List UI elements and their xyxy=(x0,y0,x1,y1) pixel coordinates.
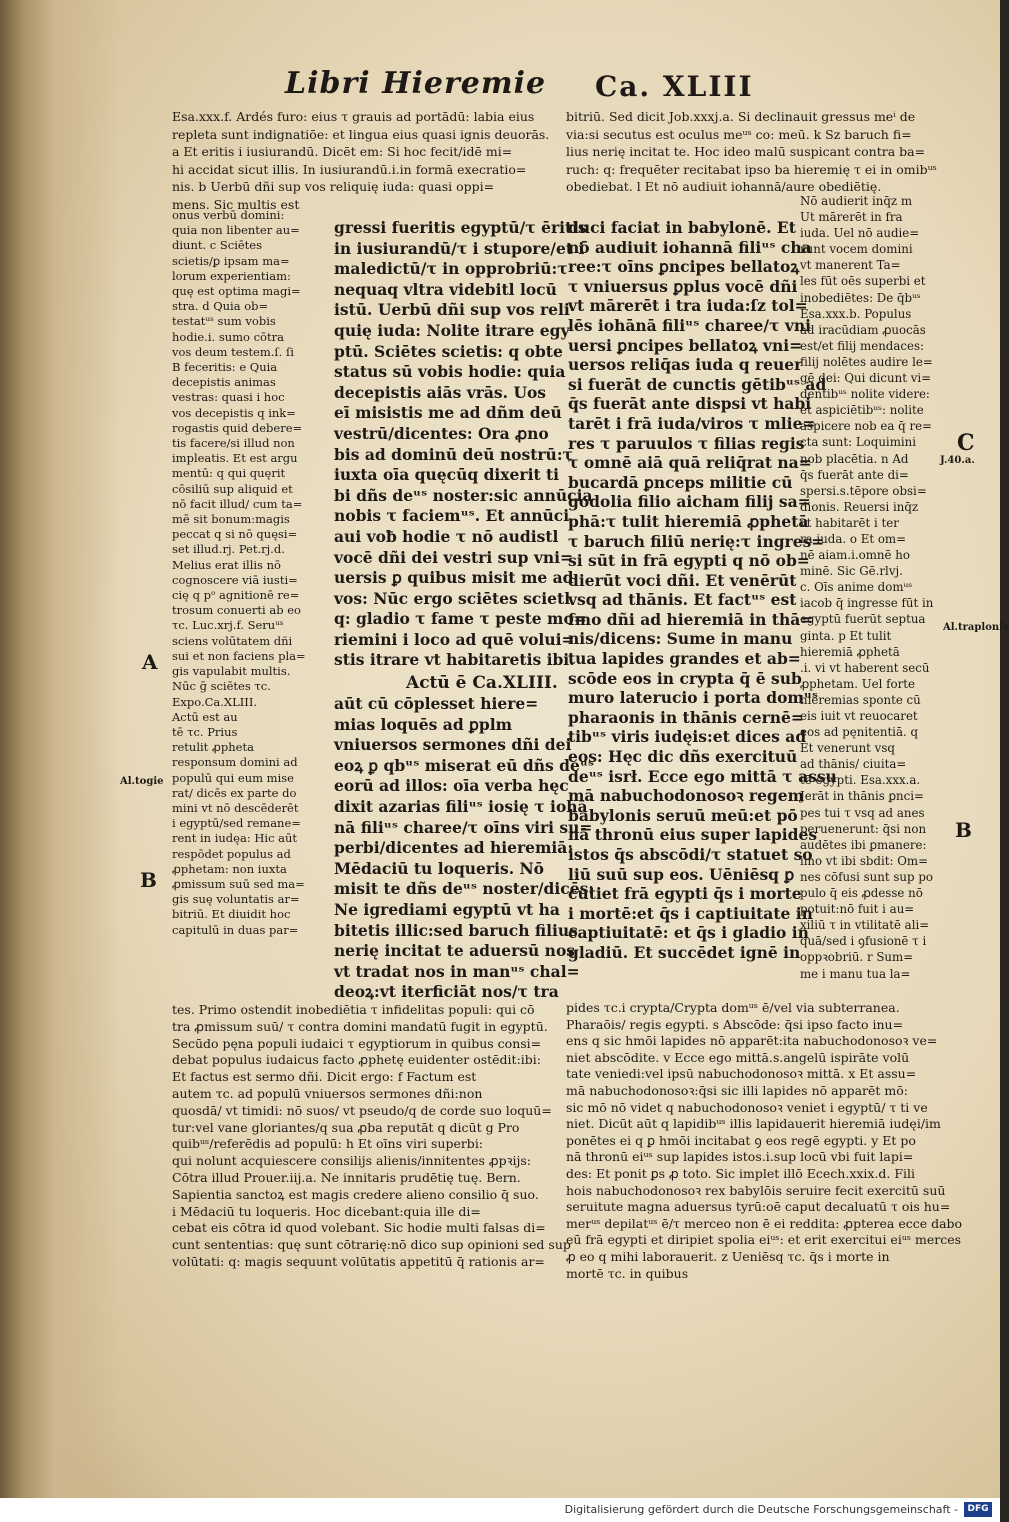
text-line: set illud.rj. Pet.rj.d. xyxy=(172,542,285,557)
footer-credit: Digitalisierung gefördert durch die Deutsche Forschungsgemeinschaft - xyxy=(564,1503,958,1516)
text-line: scōde eos in crypta q̄ ē sub xyxy=(568,668,802,688)
text-line: ad iracūdiam ꝓuocās xyxy=(800,322,926,337)
text-line: lorum experientiam: xyxy=(172,268,291,283)
text-line: τ baruch filiū nerię:τ ingres= xyxy=(568,531,825,551)
text-line: stra. d Quia ob= xyxy=(172,299,269,314)
text-line: tarēt i frā iuda/viros τ mlie= xyxy=(568,413,816,433)
text-line: autem τc. ad populū vniuersos sermones dñi:non xyxy=(172,1085,483,1101)
text-line: gis suę voluntatis ar= xyxy=(172,892,300,907)
text-line: cunt sententias: quę sunt cōtrarię:nō dico sup opinioni sed sup xyxy=(172,1237,571,1253)
text-line: nō audiuit iohannā filiᵘˢ cha xyxy=(568,237,812,257)
text-line: res τ paruulos τ filias regis xyxy=(568,433,805,453)
text-line: dentibᵘˢ nolite videre: xyxy=(800,387,930,402)
text-line: iuda. Uel nō audie= xyxy=(800,226,920,241)
text-line: gis vapulabit multis. xyxy=(172,664,291,679)
text-line: pides τc.i crypta/Crypta domᵘˢ ē/vel via subterranea. xyxy=(566,1000,900,1015)
text-line: Esa.xxx.b. Populus xyxy=(800,306,912,321)
text-line: cebat eis cōtra id quod volebant. Sic hodie multi falsas di= xyxy=(172,1220,546,1236)
text-line: vos decepistis q ink= xyxy=(172,405,296,420)
text-line: B feceritis: e Quia xyxy=(172,360,278,375)
text-line: mā nabuchodonosoꝛ regem xyxy=(568,786,805,806)
text-line: bitriū. Sed dicit Job.xxxj.a. Si declinauit gressus meⁱ de xyxy=(566,109,916,124)
text-line: hieremias sponte cū xyxy=(800,692,921,707)
text-line: mias loquēs ad ꝑplm xyxy=(334,714,513,734)
text-line: vt mārerēt i tra iuda:ſz tol= xyxy=(568,296,808,316)
text-line: i egyptū/sed remane= xyxy=(172,816,301,831)
text-line: est/et filij mendaces: xyxy=(800,338,925,353)
text-line: mē sit bonum:magis xyxy=(172,512,290,527)
text-line: rogastis quid debere= xyxy=(172,420,303,435)
text-line: deᵘˢ isrł. Ecce ego mittā τ assu xyxy=(568,766,837,786)
text-line: maledictū/τ in opprobriū:τ xyxy=(334,259,568,279)
text-line: scietis/ꝑ ipsam ma= xyxy=(172,253,290,268)
text-line: muro laterucio i porta domᵘˢ xyxy=(568,688,818,708)
text-line: mini vt nō descēderēt xyxy=(172,800,299,815)
bottom-left-gloss xyxy=(172,1002,571,1271)
text-line: qui nolunt acquiescere consilijs alienis/innitentes ꝓpꝛijs: xyxy=(172,1153,532,1169)
text-line: Nō audierit inq̄z m xyxy=(800,194,913,208)
text-line: in iusiurandū/τ i stupore/et i xyxy=(334,238,585,258)
text-line: babylonis seruū meū:et pō xyxy=(568,805,798,825)
text-line: decepistis aiās vrās. Uos xyxy=(334,382,547,402)
text-line: Actū est au xyxy=(172,709,238,724)
text-line: quosdā/ vt timidi: nō suos/ vt pseudo/q de corde suo loquū= xyxy=(172,1102,552,1118)
text-line: quę est optima magi= xyxy=(172,284,301,299)
text-line: ꝓmissum suū sed ma= xyxy=(172,876,305,891)
text-line: ptū. Sciētes scietis: q obte xyxy=(334,341,563,361)
bottom-right-gloss xyxy=(566,1000,963,1282)
text-line: bitetis illic:sed baruch filius xyxy=(334,920,578,940)
text-line: respōdet populus ad xyxy=(172,846,291,861)
text-line: me i manu tua la= xyxy=(800,966,911,981)
text-line: Melius erat illis nō xyxy=(172,557,281,572)
text-line: minē. Sic Gē.rlvj. xyxy=(800,564,903,579)
text-line: hieremiā ꝓphetā xyxy=(800,644,900,659)
text-line: quia non libenter au= xyxy=(172,223,300,238)
text-line: dierūt voci dñi. Et venērūt xyxy=(568,570,797,590)
text-line: audētes ibi ꝑmanere: xyxy=(800,837,927,852)
text-line: liū suū sup eos. Uēniēsq ꝑ xyxy=(568,864,795,884)
text-line: captiuitatē: et q̄s i gladio in xyxy=(568,923,809,943)
text-line: retulit ꝓpheta xyxy=(172,740,254,755)
text-line: repleta sunt indignatiōe: et lingua eius quasi ignis deuorās. xyxy=(172,126,550,142)
text-line: debat populus iudaicus facto ꝓphetę euidenter ostēdit:ibi: xyxy=(172,1052,542,1068)
margin-marker-b-left: B xyxy=(140,868,157,892)
text-line: ree:τ oīns ꝑncipes bellatoꝝ xyxy=(568,257,800,277)
text-line: nob placētia. n Ad xyxy=(800,451,909,466)
text-line: responsum domini ad xyxy=(172,755,298,770)
text-line: quię iuda: Nolite itrare egy xyxy=(334,320,570,340)
text-line: iacob q̄ ingresse fūt in xyxy=(800,596,934,611)
text-line: nes cōfusi sunt sup po xyxy=(800,869,933,884)
margin-alt-left: Al.togie xyxy=(120,776,164,787)
text-line: quibᵘˢ/referēdis ad populū: h Et oīns viri superbi: xyxy=(172,1136,484,1152)
text-line: Ut mārerēt in fra xyxy=(800,210,903,225)
text-line: ꝓ eo q mihi laborauerit. z Ueniēsq τc. q̄s i morte in xyxy=(566,1248,890,1264)
text-line: sic mō nō videt q nabuchodonosoꝛ veniet i egyptū/ τ ti ve xyxy=(566,1099,928,1115)
text-line: mentū: q qui quęrit xyxy=(172,466,286,481)
running-title: Libri Hieremie xyxy=(285,66,547,101)
text-line: deoꝝ:vt iterficiāt nos/τ tra xyxy=(334,982,559,1002)
text-line: nē aiam.i.omnē ho xyxy=(800,548,910,563)
text-line: decepistis animas xyxy=(172,375,276,390)
text-line: capitulū in duas par= xyxy=(172,922,299,937)
text-line: tate veniedi:vel ipsū nabuchodonosoꝛ mittā. x Et assu= xyxy=(566,1066,917,1082)
book-gutter-shadow xyxy=(0,0,120,1498)
text-line: inobediētes: De q̄bᵘˢ xyxy=(800,290,921,305)
text-line: eorū ad illos: oīa verba hęc xyxy=(334,776,569,796)
text-line: duci faciat in babylonē. Et xyxy=(568,218,796,237)
text-line: si sūt in frā egypti q nō ob= xyxy=(568,551,810,571)
text-line: τc. Luc.xrj.f. Seruᵘˢ xyxy=(172,618,284,633)
text-line: uersos reliq̄as iuda q reuer xyxy=(568,355,803,375)
text-line: diunt. c Sciētes xyxy=(172,238,263,253)
text-line: Expo.Ca.XLIII. xyxy=(172,694,258,709)
text-line: populū qui eum mise xyxy=(172,770,294,785)
text-line: vos: Nūc ergo sciētes scietl xyxy=(334,588,571,608)
text-line: onus verbū domini: xyxy=(172,208,285,222)
margin-ref-c: J.40.a. xyxy=(940,455,975,466)
text-line: mā nabuchodonosoꝛ:q̄si sic illi lapides nō apparēt mō: xyxy=(566,1082,908,1098)
text-line: Nūc ḡ sciētes τc. xyxy=(172,679,271,694)
text-line: si fuerāt de cunctis gētibᵘˢ ad xyxy=(568,374,827,394)
text-line: tes. Primo ostendit inobediētia τ infidelitas populi: qui cō xyxy=(172,1002,535,1017)
margin-alt-right: Al.traplonis xyxy=(943,622,1009,633)
text-line: via:si secutus est oculus meᵘˢ co: meū. k Sz baruch fi= xyxy=(566,126,912,142)
text-line: ꝓphetam: non iuxta xyxy=(172,861,287,876)
text-line: eoꝝ ꝑ qbᵘˢ miserat eū dñs deᵘˢ xyxy=(334,755,595,775)
text-line: eī misistis me ad dñm deū xyxy=(334,403,562,423)
text-line: impleatis. Et est argu xyxy=(172,451,298,466)
text-line: bis ad dominū deū nostrū:τ xyxy=(334,444,573,464)
text-line: ponētes ei q ꝑ hmōi incitabat ꝯ eos regē egypti. y Et po xyxy=(566,1132,916,1148)
text-line: eos: Hęc dic dñs exercituū xyxy=(568,747,798,767)
text-line: eū frā egypti et diripiet spolia eiᵘˢ: et erit exercitui eiᵘˢ merces xyxy=(566,1232,962,1248)
text-line: filij nolētes audire le= xyxy=(800,354,933,369)
text-line: Sapientia sanctoꝝ est magis credere alieno consilio q̄ suo. xyxy=(172,1186,539,1202)
text-line: potuit:nō fuit i au= xyxy=(800,902,915,917)
text-line: nā thronū eiᵘˢ sup lapides istos.i.sup locū vbi fuit lapi= xyxy=(566,1149,914,1165)
text-line: vestras: quasi i hoc xyxy=(172,390,285,405)
text-line: vt manerent Ta= xyxy=(800,258,901,273)
text-line: tur:vel vane gloriantes/q sua ꝓba reputāt q dicūt g Pro xyxy=(172,1119,520,1135)
margin-marker-b-right: B xyxy=(955,818,972,842)
text-line: cutiet frā egypti q̄s i morte xyxy=(568,884,802,904)
text-line: rent in iudęa: Hic aūt xyxy=(172,831,298,846)
text-line: peruenerunt: q̄si non xyxy=(800,821,927,836)
text-line: lēs iohānā filiᵘˢ charee/τ vni xyxy=(568,315,812,335)
text-line: niet abscōdite. v Ecce ego mittā.s.angelū ispirāte volū xyxy=(566,1049,910,1065)
text-line: dixit azarias filiᵘˢ iosię τ iohā xyxy=(334,796,588,816)
text-line: aui voƀ hodie τ nō audistl xyxy=(334,526,559,546)
text-line: istos q̄s abscōdi/τ statuet so xyxy=(568,845,813,864)
text-line: vniuersos sermones dñi dei xyxy=(334,735,572,755)
text-line: dionis. Reuersi inq̄z xyxy=(800,499,919,514)
text-line: volūtati: q: magis sequunt volūtatis appetitū q̄ rationis ar= xyxy=(172,1253,545,1269)
text-line: misit te dñs deᵘˢ noster/dicēs: xyxy=(334,879,595,899)
text-line: trosum conuerti ab eo xyxy=(172,603,301,618)
text-line: merᵘˢ depilatᵘˢ ē/τ merceo non ē ei reddita: ꝓpterea ecce dabo xyxy=(566,1215,963,1231)
main-text-column-1 xyxy=(334,218,593,671)
text-line: status sū vobis hodie: quia xyxy=(334,362,566,382)
text-line: q: gladio τ fame τ peste mo= xyxy=(334,609,587,629)
text-line: gē dei: Qui dicunt vi= xyxy=(800,371,932,386)
text-line: niet. Dicūt aūt q lapidibᵘˢ illis lapidauerit hieremiā iudęi/im xyxy=(566,1116,941,1132)
text-line: .i. vi vt haberent secū xyxy=(800,660,930,675)
text-line: aūt cū cōplesset hiere= xyxy=(334,694,539,713)
text-line: mortē τc. in quibus xyxy=(566,1265,689,1281)
text-line: hi accidat sicut illis. In iusiurandū.i.in formā execratio= xyxy=(172,161,527,177)
text-line: obediebat. l Et nō audiuit iohannā/aure obediētię. xyxy=(566,179,882,194)
text-line: vos deum testem.ſ. ſi xyxy=(172,344,294,359)
text-line: Cōtra illud Prouer.iij.a. Ne innitaris prudētię tuę. Bern. xyxy=(172,1169,521,1185)
text-line: Mēdaciū tu loqueris. Nō xyxy=(334,858,544,878)
text-line: eis iuit vt reuocaret xyxy=(800,709,918,723)
text-line: bitriū. Et diuidit hoc xyxy=(172,907,291,922)
text-line: runt vocem domini xyxy=(800,242,913,257)
text-line: cōsiliū sup aliquid et xyxy=(172,481,293,496)
text-line: q̄s fuerāt ante di= xyxy=(800,467,909,482)
text-line: c. Oīs anime domᵘˢ xyxy=(800,580,913,595)
text-line: gladiū. Et succēdet ignē in xyxy=(568,942,801,962)
text-line: Esa.xxx.f. Ardés furo: eius τ grauis ad portādū: labia eius xyxy=(172,109,535,124)
text-line: ginta. p Et tulit xyxy=(800,628,892,643)
main-text-column-2 xyxy=(568,218,837,963)
text-line: imo vt ibi sbdit: Om= xyxy=(800,853,928,868)
text-line: tibᵘˢ viris iudęis:et dices ad xyxy=(568,727,807,747)
text-line: bucardā ꝑnceps militie cū xyxy=(568,472,793,492)
text-line: cta sunt: Loquimini xyxy=(800,435,917,450)
text-line: hois nabuchodonosoꝛ rex babylōis seruire fecit exercitū suū xyxy=(566,1182,946,1198)
text-line: vsq ad thānis. Et factᵘˢ est xyxy=(568,590,797,610)
text-line: nobis τ faciemᵘˢ. Et annūci xyxy=(334,506,570,526)
text-line: mens. Sic multis est xyxy=(172,196,300,212)
top-right-gloss xyxy=(566,108,938,196)
top-left-gloss xyxy=(172,108,552,213)
text-line: lius nerię incitat te. Hoc ideo malū suspicant contra ba= xyxy=(566,144,926,159)
text-line: tua lapides grandes et ab= xyxy=(568,649,801,669)
text-line: sciens volūtatem dñi xyxy=(172,633,293,648)
text-line: egyptū fuerūt septua xyxy=(800,612,926,627)
text-line: nā filiᵘˢ charee/τ oīns viri su= xyxy=(334,817,593,837)
text-line: uersis ꝑ quibus misit me ad xyxy=(334,568,574,588)
text-line: et aspiciētibᵘˢ: nolite xyxy=(800,403,924,418)
footer-bar xyxy=(0,1498,1000,1522)
running-chapter: Ca. XLIII xyxy=(595,70,754,103)
text-line: gressi fueritis egyptū/τ ēritis xyxy=(334,218,587,237)
text-line: eos ad pęnitentiā. q xyxy=(800,725,919,740)
text-line: uersi ꝑncipes bellatoꝝ vni= xyxy=(568,335,803,355)
text-line: i mortē:et q̄s i captiuitate in xyxy=(568,903,813,923)
text-line: τ omnē aiā quā reliq̄rat na= xyxy=(568,453,812,473)
text-line: cognoscere viā iusti= xyxy=(172,572,298,587)
text-line: cię q pᵒ agnitionē re= xyxy=(172,588,300,603)
text-line: tis facere/si illud non xyxy=(172,436,295,451)
dfg-logo: DFG xyxy=(964,1502,992,1517)
text-line: pes tui τ vsq ad anes xyxy=(800,805,925,820)
text-line: phā:τ tulit hieremiā ꝓphetā xyxy=(568,511,809,531)
text-line: Jerāt in thānis ꝑnci= xyxy=(800,789,924,804)
text-line: i Mēdaciū tu loqueris. Hoc dicebant:quia ille di= xyxy=(172,1203,481,1219)
text-line: ra iuda. o Et om= xyxy=(800,531,907,546)
text-line: seruitute magna aduersus tyrū:oē caput decaluatū τ ois hu= xyxy=(566,1199,951,1215)
text-line: fmo dñi ad hieremiā in thā= xyxy=(568,609,814,629)
text-line: riemini i loco ad quē volui= xyxy=(334,629,575,649)
text-line: xiliū τ in vtilitatē ali= xyxy=(800,918,930,933)
text-line: godolia filio aicham filij sa= xyxy=(568,492,811,512)
text-line: des: Et ponit ꝑs ꝓ toto. Sic implet illō Ecech.xxix.d. Fili xyxy=(566,1165,916,1181)
left-gloss-column xyxy=(172,208,312,938)
text-line: tra ꝓmissum suū/ τ contra domini mandatū fugit in egyptū. xyxy=(172,1018,548,1034)
margin-marker-c: C xyxy=(957,430,975,456)
text-line: iuxta oīa quęcūq dixerit ti xyxy=(334,465,560,485)
text-line: a Et eritis i iusiurandū. Dicēt em: Si hoc fecit/idē mi= xyxy=(172,144,513,159)
text-line: Pharaōis/ regis egypti. s Abscōde: q̄si ipso facto inu= xyxy=(566,1016,904,1032)
text-line: nis/dicens: Sume in manu xyxy=(568,629,793,649)
text-line: τ vniuersus ꝑplus vocē dñi xyxy=(568,276,798,296)
text-line: Et venerunt vsq xyxy=(800,741,895,756)
margin-marker-a: A xyxy=(142,650,158,674)
text-line: tē τc. Prius xyxy=(172,724,238,739)
text-line: peccat q si nō quęsi= xyxy=(172,527,298,542)
text-line: istū. Uerbū dñi sup vos reli xyxy=(334,300,570,320)
text-line: hodie.i. sumo cōtra xyxy=(172,329,284,344)
text-line: q̄s fuerāt ante dispsi vt habi xyxy=(568,394,812,414)
text-line: vestrū/dicentes: Ora ꝓno xyxy=(334,423,549,443)
text-line: Secūdo pęna populi iudaici τ egyptiorum in quibus consi= xyxy=(172,1035,542,1051)
text-line: vt tradat nos in manᵘˢ chal= xyxy=(334,961,580,981)
text-line: ad thānis/ ciuita= xyxy=(800,757,907,772)
text-line: perbi/dicentes ad hieremiā: xyxy=(334,838,574,858)
text-line: ꝓphetam. Uel forte xyxy=(800,676,916,691)
text-line: spersi.s.tēpore obsi= xyxy=(800,483,927,498)
text-line: vocē dñi dei vestri sup vni= xyxy=(334,547,574,567)
text-line: sui et non faciens pla= xyxy=(172,648,306,663)
text-line: tē egypti. Esa.xxx.a. xyxy=(800,773,921,788)
text-line: aspicere nob ea q̄ re= xyxy=(800,419,932,434)
text-line: pulo q̄ eis ꝓdesse nō xyxy=(800,886,923,901)
text-line: Ne igrediami egyptū vt ha xyxy=(334,899,560,919)
text-line: rat/ dicēs ex parte do xyxy=(172,785,297,800)
text-line: nā thronū eius super lapides xyxy=(568,825,818,845)
text-line: quā/sed i ꝯfusionē τ i xyxy=(800,934,927,949)
text-line: stis itrare vt habitaretis ibi. xyxy=(334,650,575,670)
text-line: Et factus est sermo dñi. Dicit ergo: f Factum est xyxy=(172,1069,477,1085)
text-line: ruch: q: frequēter recitabat ipso ba hieremię τ ei in omibᵘˢ xyxy=(566,161,937,177)
text-line: nō facit illud/ cum ta= xyxy=(172,496,303,511)
text-line: testatᵘˢ sum vobis xyxy=(172,314,276,329)
text-line: vt habitarēt i ter xyxy=(800,515,899,530)
text-line: nis. b Uerbū dñi sup vos reliquię iuda: quasi oppi= xyxy=(172,179,495,194)
text-line: bi dñs deᵘˢ noster:sic annūcia xyxy=(334,485,593,505)
chapter-heading: Actū ē Ca.XLIII. xyxy=(406,673,558,693)
right-gloss-column xyxy=(800,193,938,982)
text-line: pharaonis in thānis cernē= xyxy=(568,707,804,727)
text-line: oppꝛobriū. r Sum= xyxy=(800,950,914,965)
main-text-column-1b xyxy=(334,694,595,1003)
text-line: ens q sic hmōi lapides nō apparēt:ita nabuchodonosoꝛ ve= xyxy=(566,1033,938,1049)
text-line: nequaq vltra videbitl locū xyxy=(334,279,557,299)
text-line: les fūt oēs superbi et xyxy=(800,274,926,289)
text-line: nerię incitat te aduersū nos xyxy=(334,941,576,961)
